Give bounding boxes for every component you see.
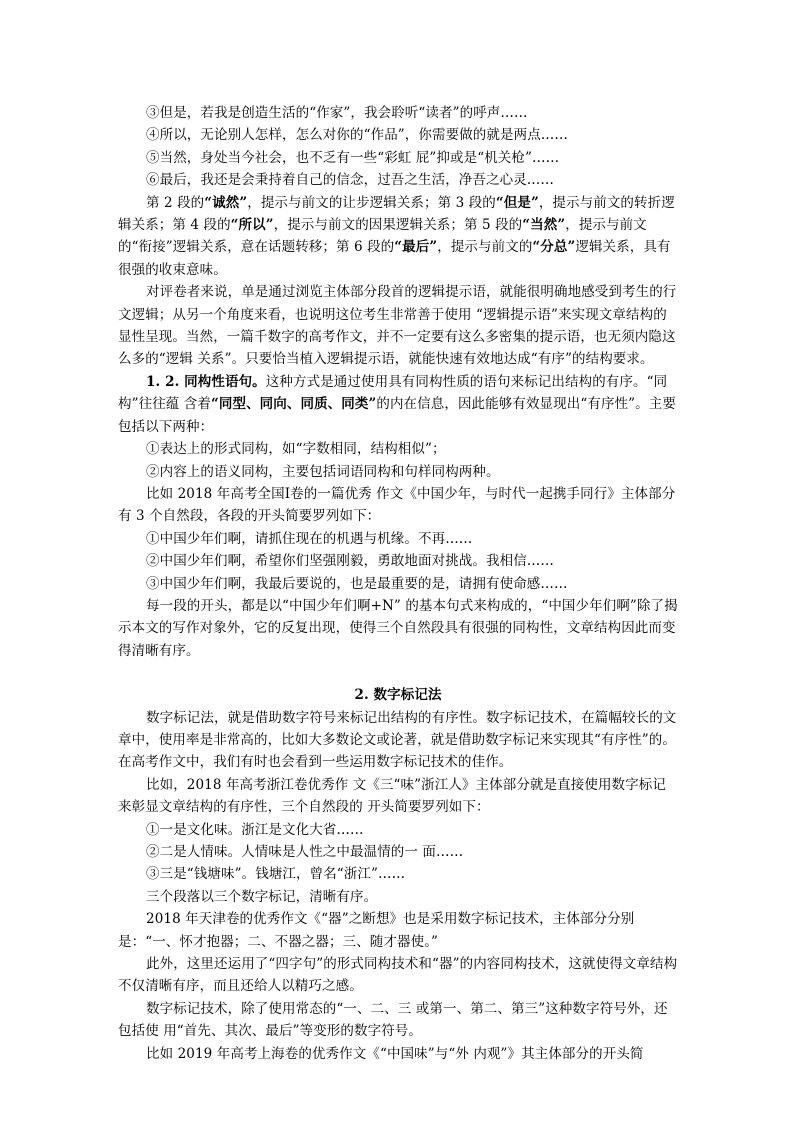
quote-line-5: ⑤当然，身处当今社会，也不乏有一些“彩虹 屁”抑或是“机关枪”…… [146, 149, 560, 166]
keyword-fenzong: “分总” [532, 239, 576, 256]
keyword-tongxing: “同型、同向、同质、同类” [211, 396, 377, 413]
keyword-danshi: “但是” [495, 194, 539, 211]
example-intro-paragraph: 比如 2018 年高考全国Ⅰ卷的一篇优秀 作文《中国少年，与时代一起携手同行》主体部分有 3 个自然段，各段的开头简要罗列如下： [118, 485, 676, 525]
example-paragraph: 2018 年天津卷的优秀作文《“器”之断想》也是采用数字标记技术，主体部分分别是：“一、怀才抱器；二、不器之器；三、随才器使。” [118, 911, 635, 950]
list-item: ②二是人情味。人情味是人性之中最温情的一 面…… [146, 844, 464, 860]
list-item: ①表达上的形式同构，如“字数相同，结构相似”； [146, 441, 446, 458]
summary-paragraph: 三个段落以三个数字标记，清晰有序。 [146, 888, 378, 905]
run: ，提示与前文的因果逻辑关系；第 5 段的 [273, 217, 523, 234]
quote-line-4: ④所以，无论别人怎样，怎么对你的“作品”，你需要做的就是两点…… [146, 127, 569, 144]
keyword-zuihou: “最后” [394, 239, 438, 256]
keyword-chengran: “诚然” [204, 194, 248, 211]
list-item: ③中国少年们啊，我最后要说的，也是最重要的是，请拥有使命感…… [146, 575, 568, 592]
run: 的内在信息，因此能够有效显现出“有序性”。主要包括以下两种： [118, 396, 676, 435]
run: ，提示与前文的让步逻辑关系；第 3 段的 [247, 194, 496, 211]
example-intro-paragraph: 比如 2019 年高考上海卷的优秀作文《“中国味”与“外 内观”》其主体部分的开头简 [146, 1045, 644, 1062]
keyword-dangran: “当然” [522, 217, 566, 234]
list-item: ①中国少年们啊，请抓住现在的机遇与机缘。不再…… [146, 530, 473, 547]
explanation-paragraph: 此外，这里还运用了“四字句”的形式同构技术和“器”的内容同构技术，这就使得文章结构不仅清晰有序，而且还给人以精巧之感。 [118, 956, 678, 995]
keyword-suoyi: “所以” [230, 217, 274, 234]
run: ，提示与前文的“衔接”逻辑关系，意在话题转移；第 6 段的 [118, 217, 647, 256]
list-item: ②中国少年们啊，希望你们坚强刚毅，勇敢地面对挑战。我相信…… [146, 553, 554, 570]
section-1-2-heading: 1. 2. 同构性语句。 [146, 373, 266, 390]
list-item: ③三是“钱塘味”。钱塘江，曾名“浙江”…… [146, 866, 406, 883]
run: 这种方式是通过使用具有同构性质的语句来标记出结构的有序。“同构”往往蕴 含着 [118, 373, 668, 413]
section-1-2-paragraph [118, 371, 678, 438]
document-body [118, 102, 678, 1065]
explanation-paragraph: 数字标记技术，除了使用常态的“一、二、三 或第一、第二、第三”这种数字符号外，还包括使 用“首先、其次、最后”等变形的数字符号。 [118, 1000, 668, 1040]
run: 第 2 段的 [146, 194, 205, 211]
list-item: ①一是文化味。浙江是文化大省…… [146, 821, 364, 838]
reviewer-paragraph: 对评卷者来说，单是通过浏览主体部分段首的逻辑提示语，就能很明确地感受到考生的行文逻辑；从另一个角度来看，也说明这位考生非常善于使用 “逻辑提示语”来实现文章结构的显性呈现。当然，一篇千数字的高考作文，并不一定要有这么多密集的提示语，也无须内隐这么多的“逻辑 关系”。只要恰当植入逻辑提示语，就能快速有效地达成“有序”的结构要求。 [118, 284, 677, 368]
quote-line-3: ③但是，若我是创造生活的“作家”，我会聆听“读者”的呼声…… [146, 105, 528, 121]
run: ，提示与前文的转折逻辑关系；第 4 段的 [118, 194, 675, 234]
explanation-paragraph: 每一段的开头，都是以“中国少年们啊+N” 的基本句式来构成的，“中国少年们啊”除了揭示本文的写作对象外，它的反复出现，使得三个自然段具有很强的同构性，文章结构因此而变得清晰有序。 [118, 597, 678, 659]
definition-paragraph: 数字标记法，就是借助数字符号来标记出结构的有序性。数字标记技术，在篇幅较长的文章中，使用率是非常高的，比如大多数论文或论著，就是借助数字标记来实现其“有序性”的。在高考作文中，我们有时也会看到一些运用数字标记技术的佳作。 [118, 709, 677, 771]
run: 逻辑关系，具有很强的收束意味。 [118, 239, 671, 278]
example-intro-paragraph: 比如，2018 年高考浙江卷优秀作 文《三“味”浙江人》主体部分就是直接使用数字标记来彰显文章结构的有序性，三个自然段的 开头简要罗列如下： [118, 776, 666, 816]
run: ，提示与前文的 [437, 239, 533, 256]
section-2-heading: 2. 数字标记法 [354, 687, 442, 704]
analysis-paragraph [118, 192, 678, 282]
quote-line-6: ⑥最后，我还是会秉持着自己的信念，过吾之生活，净吾之心灵…… [146, 172, 554, 189]
list-item: ②内容上的语义同构，主要包括词语同构和句样同构两种。 [146, 463, 500, 480]
